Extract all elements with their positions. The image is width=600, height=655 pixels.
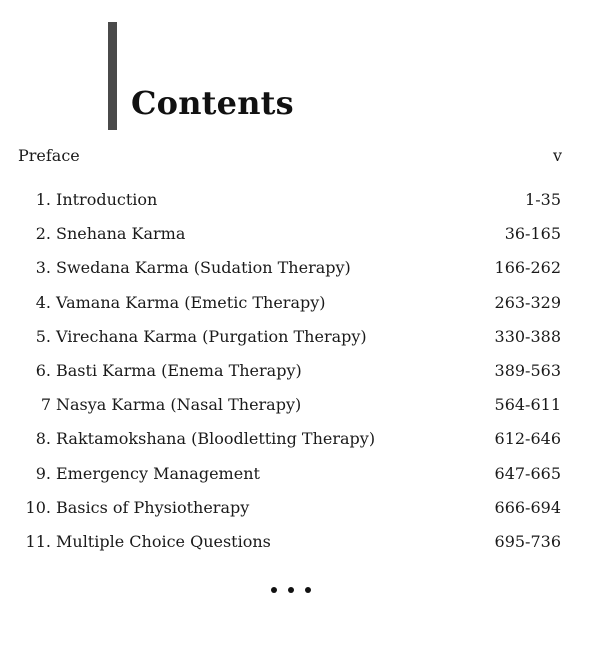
page-title: Contents bbox=[131, 84, 294, 122]
toc-entry-page: 36-165 bbox=[504, 224, 561, 244]
toc-entry bbox=[0, 531, 600, 565]
toc-entry-title: Emergency Management bbox=[56, 463, 260, 483]
toc-entry-preface bbox=[18, 145, 562, 167]
toc-entry bbox=[0, 257, 600, 291]
toc-entry-title: Basics of Physiotherapy bbox=[56, 497, 250, 517]
toc-entry-page: 1-35 bbox=[525, 190, 561, 209]
table-of-contents bbox=[0, 189, 600, 565]
toc-entry bbox=[0, 463, 600, 497]
ornament-dot-icon bbox=[288, 587, 294, 593]
toc-entry-page: 612-646 bbox=[494, 429, 561, 449]
toc-entry-number: 10. bbox=[25, 497, 51, 517]
toc-entry-number: 7 bbox=[40, 395, 51, 415]
ornament-dot-icon bbox=[271, 587, 277, 593]
toc-entry-number: 4. bbox=[35, 292, 51, 312]
toc-entry-number: 9. bbox=[35, 463, 51, 483]
toc-entry bbox=[0, 189, 600, 223]
toc-entry bbox=[0, 326, 600, 360]
toc-entry-number: 2. bbox=[35, 224, 51, 244]
toc-entry-page: 666-694 bbox=[494, 497, 561, 517]
toc-entry-title: Snehana Karma bbox=[56, 224, 186, 244]
toc-entry bbox=[0, 360, 600, 394]
toc-entry-number: 8. bbox=[35, 429, 51, 449]
title-accent-bar bbox=[108, 22, 117, 130]
toc-entry bbox=[0, 223, 600, 257]
toc-entry-number: 11. bbox=[25, 531, 51, 551]
toc-entry-page: 389-563 bbox=[494, 360, 561, 380]
toc-entry bbox=[0, 292, 600, 326]
toc-entry-page: 695-736 bbox=[494, 531, 561, 551]
toc-entry bbox=[0, 428, 600, 462]
toc-entry-page: 564-611 bbox=[494, 395, 561, 415]
toc-entry-title: Basti Karma (Enema Therapy) bbox=[56, 360, 302, 380]
ornament-dot-icon bbox=[305, 587, 311, 593]
toc-entry-number: 1. bbox=[35, 190, 51, 209]
toc-entry-title: Vamana Karma (Emetic Therapy) bbox=[56, 292, 326, 312]
toc-entry-title: Nasya Karma (Nasal Therapy) bbox=[56, 395, 302, 415]
toc-entry-title: Virechana Karma (Purgation Therapy) bbox=[56, 326, 367, 346]
toc-entry-page: 330-388 bbox=[494, 326, 561, 346]
toc-entry-number: 5. bbox=[35, 326, 51, 346]
toc-entry-number: 3. bbox=[35, 258, 51, 278]
toc-entry-title: Preface bbox=[18, 146, 80, 165]
toc-entry-page: 647-665 bbox=[494, 463, 561, 483]
toc-entry-number: 6. bbox=[35, 360, 51, 380]
toc-entry bbox=[0, 497, 600, 531]
toc-entry-title: Swedana Karma (Sudation Therapy) bbox=[56, 258, 351, 278]
toc-entry-title: Multiple Choice Questions bbox=[56, 531, 271, 551]
toc-entry-title: Raktamokshana (Bloodletting Therapy) bbox=[56, 429, 376, 449]
toc-entry bbox=[0, 394, 600, 428]
toc-entry-page: v bbox=[552, 146, 562, 165]
toc-entry-title: Introduction bbox=[56, 190, 158, 209]
section-end-ornament bbox=[268, 584, 316, 596]
toc-entry-page: 166-262 bbox=[494, 258, 561, 278]
toc-entry-page: 263-329 bbox=[494, 292, 561, 312]
